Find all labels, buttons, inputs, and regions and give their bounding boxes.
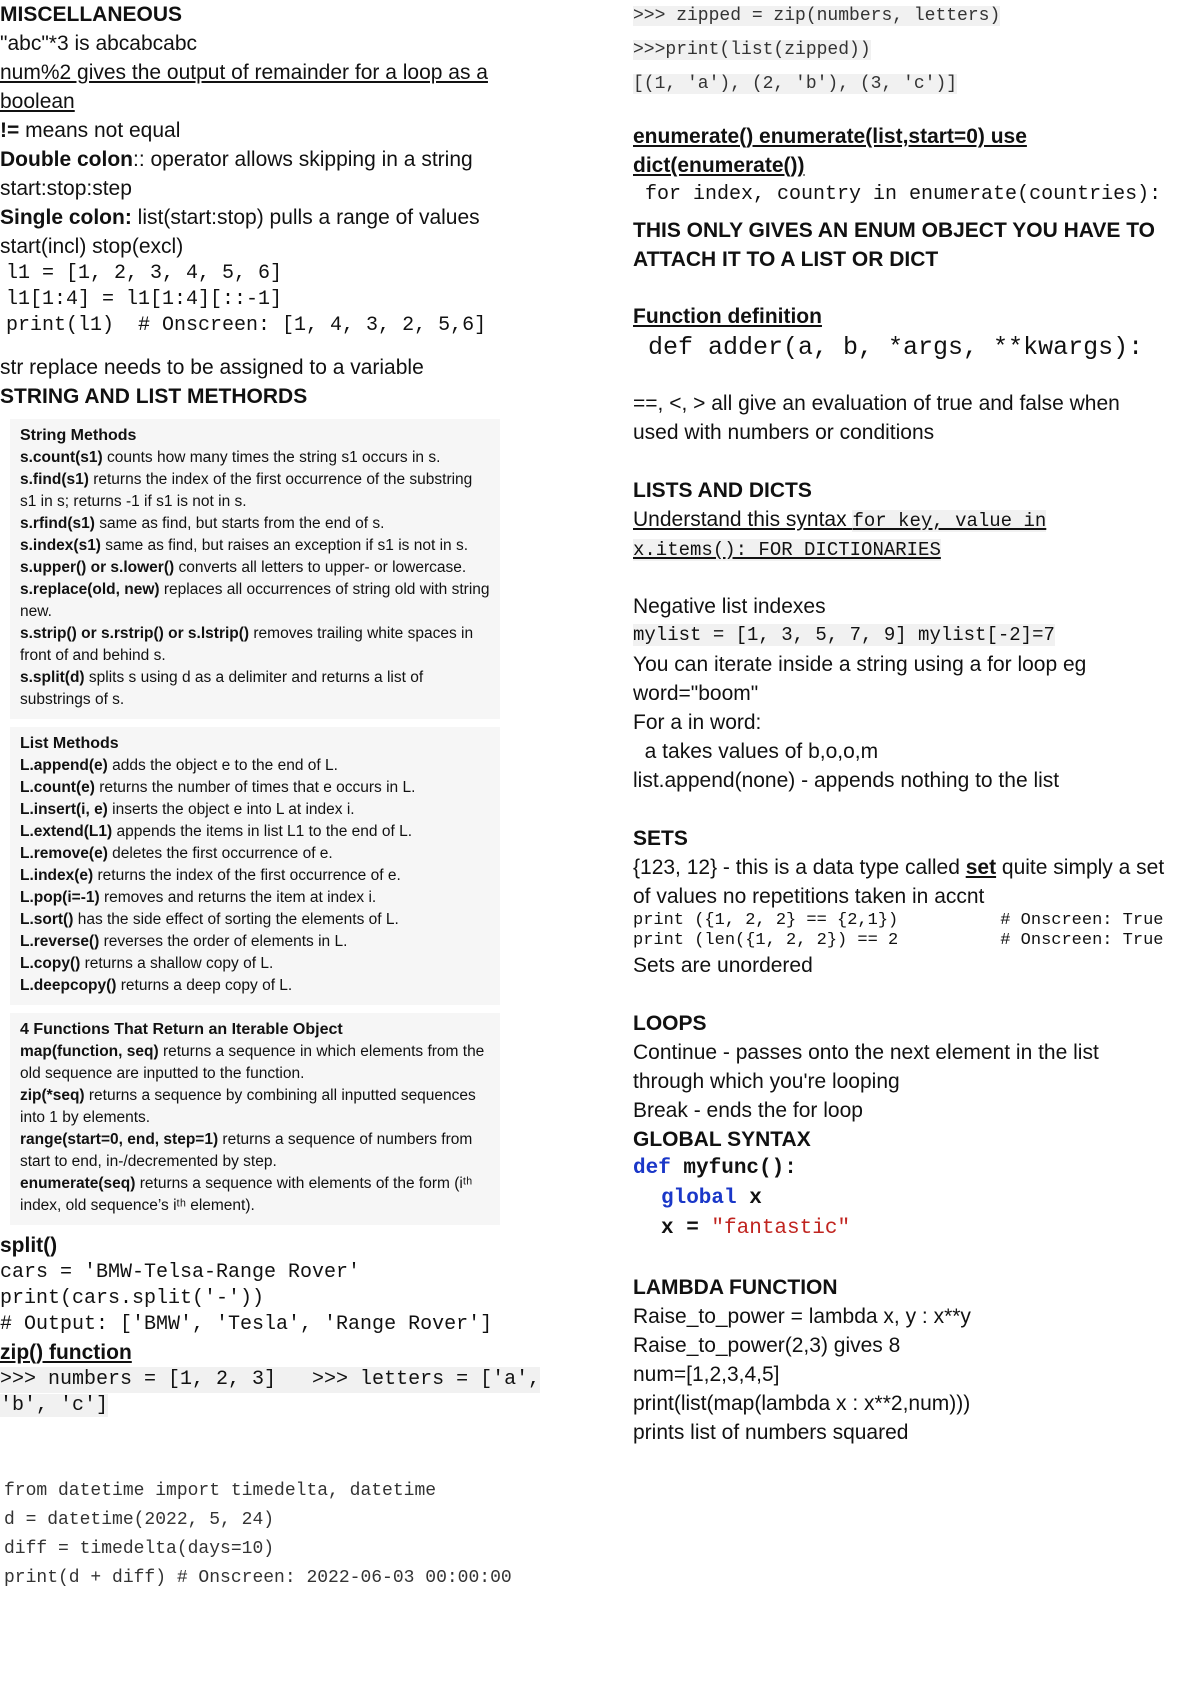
function-definition-code: def adder(a, b, *args, **kwargs): xyxy=(633,333,1144,362)
iterable-functions-title: 4 Functions That Return an Iterable Object xyxy=(20,1021,343,1038)
iterable-functions-box xyxy=(10,1013,500,1225)
method-entry xyxy=(20,623,492,667)
zip-result-code-line: >>>print(list(zipped)) xyxy=(633,40,871,60)
method-name: L.append(e) xyxy=(20,757,108,774)
method-entry xyxy=(20,975,492,997)
method-entry xyxy=(20,579,492,623)
sets-suffix: quite simply a set xyxy=(996,856,1165,879)
compare-note-2: used with numbers or conditions xyxy=(633,421,935,444)
datetime-code-line: print(d + diff) # Onscreen: 2022-06-03 00:00:00 xyxy=(4,1568,512,1588)
method-name: map(function, seq) xyxy=(20,1043,159,1060)
method-entry xyxy=(20,535,492,557)
loops-heading: LOOPS xyxy=(633,1012,707,1035)
method-description: removes and returns the item at index i. xyxy=(99,889,377,906)
method-name: s.find(s1) xyxy=(20,471,89,488)
method-entry xyxy=(20,887,492,909)
method-description: appends the items in list L1 to the end of L. xyxy=(112,823,413,840)
method-description: same as find, but starts from the end of s. xyxy=(94,515,385,532)
method-entry xyxy=(20,799,492,821)
global-keyword: global xyxy=(661,1187,737,1210)
method-description: returns the index of the first occurrence of the substring s1 in s; returns -1 if s1 is not in s. xyxy=(20,471,473,510)
string-methods-box xyxy=(10,419,500,719)
iterable-functions-list xyxy=(20,1041,492,1217)
method-entry xyxy=(20,931,492,953)
single-colon-label: Single colon: xyxy=(0,206,132,229)
sets-keyword: set xyxy=(965,856,997,879)
abc-line: "abc"*3 is abcabcabc xyxy=(0,32,198,55)
list-methods-box xyxy=(10,727,500,1005)
method-description: returns the index of the first occurrence of e. xyxy=(93,867,401,884)
method-entry xyxy=(20,513,492,535)
method-name: L.remove(e) xyxy=(20,845,108,862)
global-code-line xyxy=(633,1154,1193,1184)
slice-code-line: l1 = [1, 2, 3, 4, 5, 6] xyxy=(6,262,283,285)
method-entry xyxy=(20,953,492,975)
sets-code-line: print (len({1, 2, 2}) == 2 # Onscreen: True xyxy=(633,931,1164,950)
sets-heading: SETS xyxy=(633,827,688,850)
method-description: deletes the first occurrence of e. xyxy=(107,845,333,862)
datetime-code-line: from datetime import timedelta, datetime xyxy=(4,1481,437,1501)
method-name: s.split(d) xyxy=(20,669,85,686)
global-code-line xyxy=(633,1214,1193,1244)
lists-syntax-line xyxy=(633,505,1193,534)
not-equal-line xyxy=(0,116,560,145)
iterate-line: You can iterate inside a string using a for loop eg xyxy=(633,653,1087,676)
method-entry xyxy=(20,557,492,579)
method-name: s.upper() or s.lower() xyxy=(20,559,175,576)
string-literal: "fantastic" xyxy=(711,1217,851,1240)
method-name: range(start=0, end, step=1) xyxy=(20,1131,219,1148)
method-name: L.deepcopy() xyxy=(20,977,117,994)
method-description: returns a sequence with elements of the form (iᵗʰ index, old sequence’s iᵗʰ element). xyxy=(20,1175,473,1214)
enumerate-heading-2: dict(enumerate()) xyxy=(633,154,805,177)
slice-code-line: l1[1:4] = l1[1:4][::-1] xyxy=(6,288,283,311)
zip-result-code-line: [(1, 'a'), (2, 'b'), (3, 'c')] xyxy=(633,74,958,94)
loops-line: Break - ends the for loop xyxy=(633,1099,863,1122)
method-name: s.replace(old, new) xyxy=(20,581,160,598)
method-entry xyxy=(20,1129,492,1173)
method-description: returns a deep copy of L. xyxy=(116,977,293,994)
method-description: returns the number of times that e occurs in L. xyxy=(94,779,416,796)
lambda-line: Raise_to_power(2,3) gives 8 xyxy=(633,1334,901,1357)
global-variable: x xyxy=(736,1187,762,1210)
string-methods-list xyxy=(20,447,492,711)
function-name: myfunc(): xyxy=(670,1157,797,1180)
method-name: s.index(s1) xyxy=(20,537,101,554)
method-name: L.sort() xyxy=(20,911,74,928)
sets-code-line: print ({1, 2, 2} == {2,1}) # Onscreen: True xyxy=(633,911,1164,930)
method-name: L.copy() xyxy=(20,955,81,972)
global-code-line xyxy=(633,1184,1193,1214)
method-entry xyxy=(20,755,492,777)
split-code-line: cars = 'BMW-Telsa-Range Rover' xyxy=(0,1261,361,1284)
method-description: returns a sequence by combining all inputted sequences into 1 by elements. xyxy=(20,1087,476,1126)
lambda-line: num=[1,2,3,4,5] xyxy=(633,1363,780,1386)
methods-heading: STRING AND LIST METHORDS xyxy=(0,385,308,408)
function-definition-heading: Function definition xyxy=(633,305,822,328)
method-name: L.reverse() xyxy=(20,933,100,950)
method-description: counts how many times the string s1 occurs in s. xyxy=(102,449,441,466)
str-replace-note: str replace needs to be assigned to a variable xyxy=(0,356,424,379)
split-code-line: # Output: ['BMW', 'Tesla', 'Range Rover'] xyxy=(0,1313,493,1336)
string-methods-title: String Methods xyxy=(20,427,137,444)
lists-syntax-code: for key, value in xyxy=(852,510,1047,532)
lists-syntax-prefix: Understand this syntax xyxy=(633,508,853,531)
left-column xyxy=(0,0,560,1593)
lists-syntax-code-2: x.items(): FOR DICTIONARIES xyxy=(633,539,941,561)
iterate-line: a takes values of b,o,o,m xyxy=(633,740,879,763)
enum-note-2: ATTACH IT TO A LIST OR DICT xyxy=(633,248,939,271)
single-colon-syntax: start(incl) stop(excl) xyxy=(0,235,184,258)
single-colon-text: list(start:stop) pulls a range of values xyxy=(131,206,480,229)
method-description: removes trailing white spaces in front of and behind s. xyxy=(20,625,474,664)
method-name: L.insert(i, e) xyxy=(20,801,108,818)
method-entry xyxy=(20,865,492,887)
assign-target: x = xyxy=(661,1217,712,1240)
method-name: L.count(e) xyxy=(20,779,95,796)
method-description: reverses the order of elements in L. xyxy=(99,933,348,950)
enumerate-code: for index, country in enumerate(countries): xyxy=(633,183,1162,206)
double-colon-syntax: start:stop:step xyxy=(0,177,132,200)
method-entry xyxy=(20,469,492,513)
method-entry xyxy=(20,447,492,469)
sets-unordered: Sets are unordered xyxy=(633,954,813,977)
method-description: converts all letters to upper- or lowercase. xyxy=(174,559,467,576)
ne-text: means not equal xyxy=(19,119,181,142)
method-name: s.strip() or s.rstrip() or s.lstrip() xyxy=(20,625,250,642)
iterate-line: word="boom" xyxy=(633,682,759,705)
method-entry xyxy=(20,821,492,843)
misc-heading: MISCELLANEOUS xyxy=(0,3,183,26)
double-colon-line xyxy=(0,145,560,174)
method-entry xyxy=(20,1041,492,1085)
method-description: splits s using d as a delimiter and returns a list of substrings of s. xyxy=(20,669,424,708)
compare-note: ==, <, > all give an evaluation of true and false when xyxy=(633,392,1120,415)
method-name: L.index(e) xyxy=(20,867,94,884)
lambda-line: Raise_to_power = lambda x, y : x**y xyxy=(633,1305,971,1328)
single-colon-line xyxy=(0,203,560,232)
method-description: returns a sequence of numbers from start to end, in-/decremented by step. xyxy=(20,1131,473,1170)
datetime-code-line: diff = timedelta(days=10) xyxy=(4,1539,275,1559)
right-column xyxy=(633,0,1193,1447)
sets-line xyxy=(633,853,1193,882)
list-methods-list xyxy=(20,755,492,997)
ne-operator: != xyxy=(0,119,20,142)
zip-heading: zip() function xyxy=(0,1341,132,1364)
double-colon-label: Double colon xyxy=(0,148,133,171)
def-keyword: def xyxy=(633,1157,671,1180)
split-heading: split() xyxy=(0,1234,58,1257)
double-colon-text: :: operator allows skipping in a string xyxy=(133,148,473,171)
lambda-heading: LAMBDA FUNCTION xyxy=(633,1276,838,1299)
method-description: replaces all occurrences of string old with string new. xyxy=(20,581,490,620)
method-description: has the side effect of sorting the elements of L. xyxy=(73,911,399,928)
lists-dicts-heading: LISTS AND DICTS xyxy=(633,479,812,502)
method-name: L.pop(i=-1) xyxy=(20,889,100,906)
method-description: returns a shallow copy of L. xyxy=(80,955,274,972)
split-code-line: print(cars.split('-')) xyxy=(0,1287,265,1310)
zip-code-line: >>> numbers = [1, 2, 3] >>> letters = ['a', xyxy=(0,1368,541,1391)
method-name: L.extend(L1) xyxy=(20,823,113,840)
lambda-line: print(list(map(lambda x : x**2,num))) xyxy=(633,1392,971,1415)
method-description: returns a sequence in which elements from the old sequence are inputted to the function. xyxy=(20,1043,485,1082)
loops-line: through which you're looping xyxy=(633,1070,900,1093)
iterate-line: For a in word: xyxy=(633,711,762,734)
datetime-code-line: d = datetime(2022, 5, 24) xyxy=(4,1510,275,1530)
modulo-line: num%2 gives the output of remainder for a loop as a boolean xyxy=(0,61,488,113)
append-none-line: list.append(none) - appends nothing to the list xyxy=(633,769,1060,792)
loops-line: Continue - passes onto the next element in the list xyxy=(633,1041,1099,1064)
method-description: inserts the object e into L at index i. xyxy=(107,801,355,818)
method-name: enumerate(seq) xyxy=(20,1175,136,1192)
zip-result-code-line: >>> zipped = zip(numbers, letters) xyxy=(633,6,1001,26)
method-entry xyxy=(20,843,492,865)
method-description: same as find, but raises an exception if s1 is not in s. xyxy=(100,537,469,554)
sets-line-2: of values no repetitions taken in accnt xyxy=(633,885,985,908)
global-syntax-heading: GLOBAL SYNTAX xyxy=(633,1128,811,1151)
enumerate-heading: enumerate() enumerate(list,start=0) use xyxy=(633,125,1027,148)
method-entry xyxy=(20,1085,492,1129)
negative-index-code: mylist = [1, 3, 5, 7, 9] mylist[-2]=7 xyxy=(633,624,1055,646)
method-name: s.rfind(s1) xyxy=(20,515,95,532)
lambda-line: prints list of numbers squared xyxy=(633,1421,909,1444)
enum-note: THIS ONLY GIVES AN ENUM OBJECT YOU HAVE TO xyxy=(633,219,1155,242)
zip-code-line: 'b', 'c'] xyxy=(0,1394,109,1417)
method-name: zip(*seq) xyxy=(20,1087,85,1104)
method-entry xyxy=(20,909,492,931)
sets-prefix: {123, 12} - this is a data type called xyxy=(633,856,966,879)
method-description: adds the object e to the end of L. xyxy=(107,757,338,774)
method-name: s.count(s1) xyxy=(20,449,103,466)
method-entry xyxy=(20,667,492,711)
slice-code-line: print(l1) # Onscreen: [1, 4, 3, 2, 5,6] xyxy=(6,314,487,337)
method-entry xyxy=(20,1173,492,1217)
negative-index-heading: Negative list indexes xyxy=(633,595,826,618)
list-methods-title: List Methods xyxy=(20,735,119,752)
method-entry xyxy=(20,777,492,799)
